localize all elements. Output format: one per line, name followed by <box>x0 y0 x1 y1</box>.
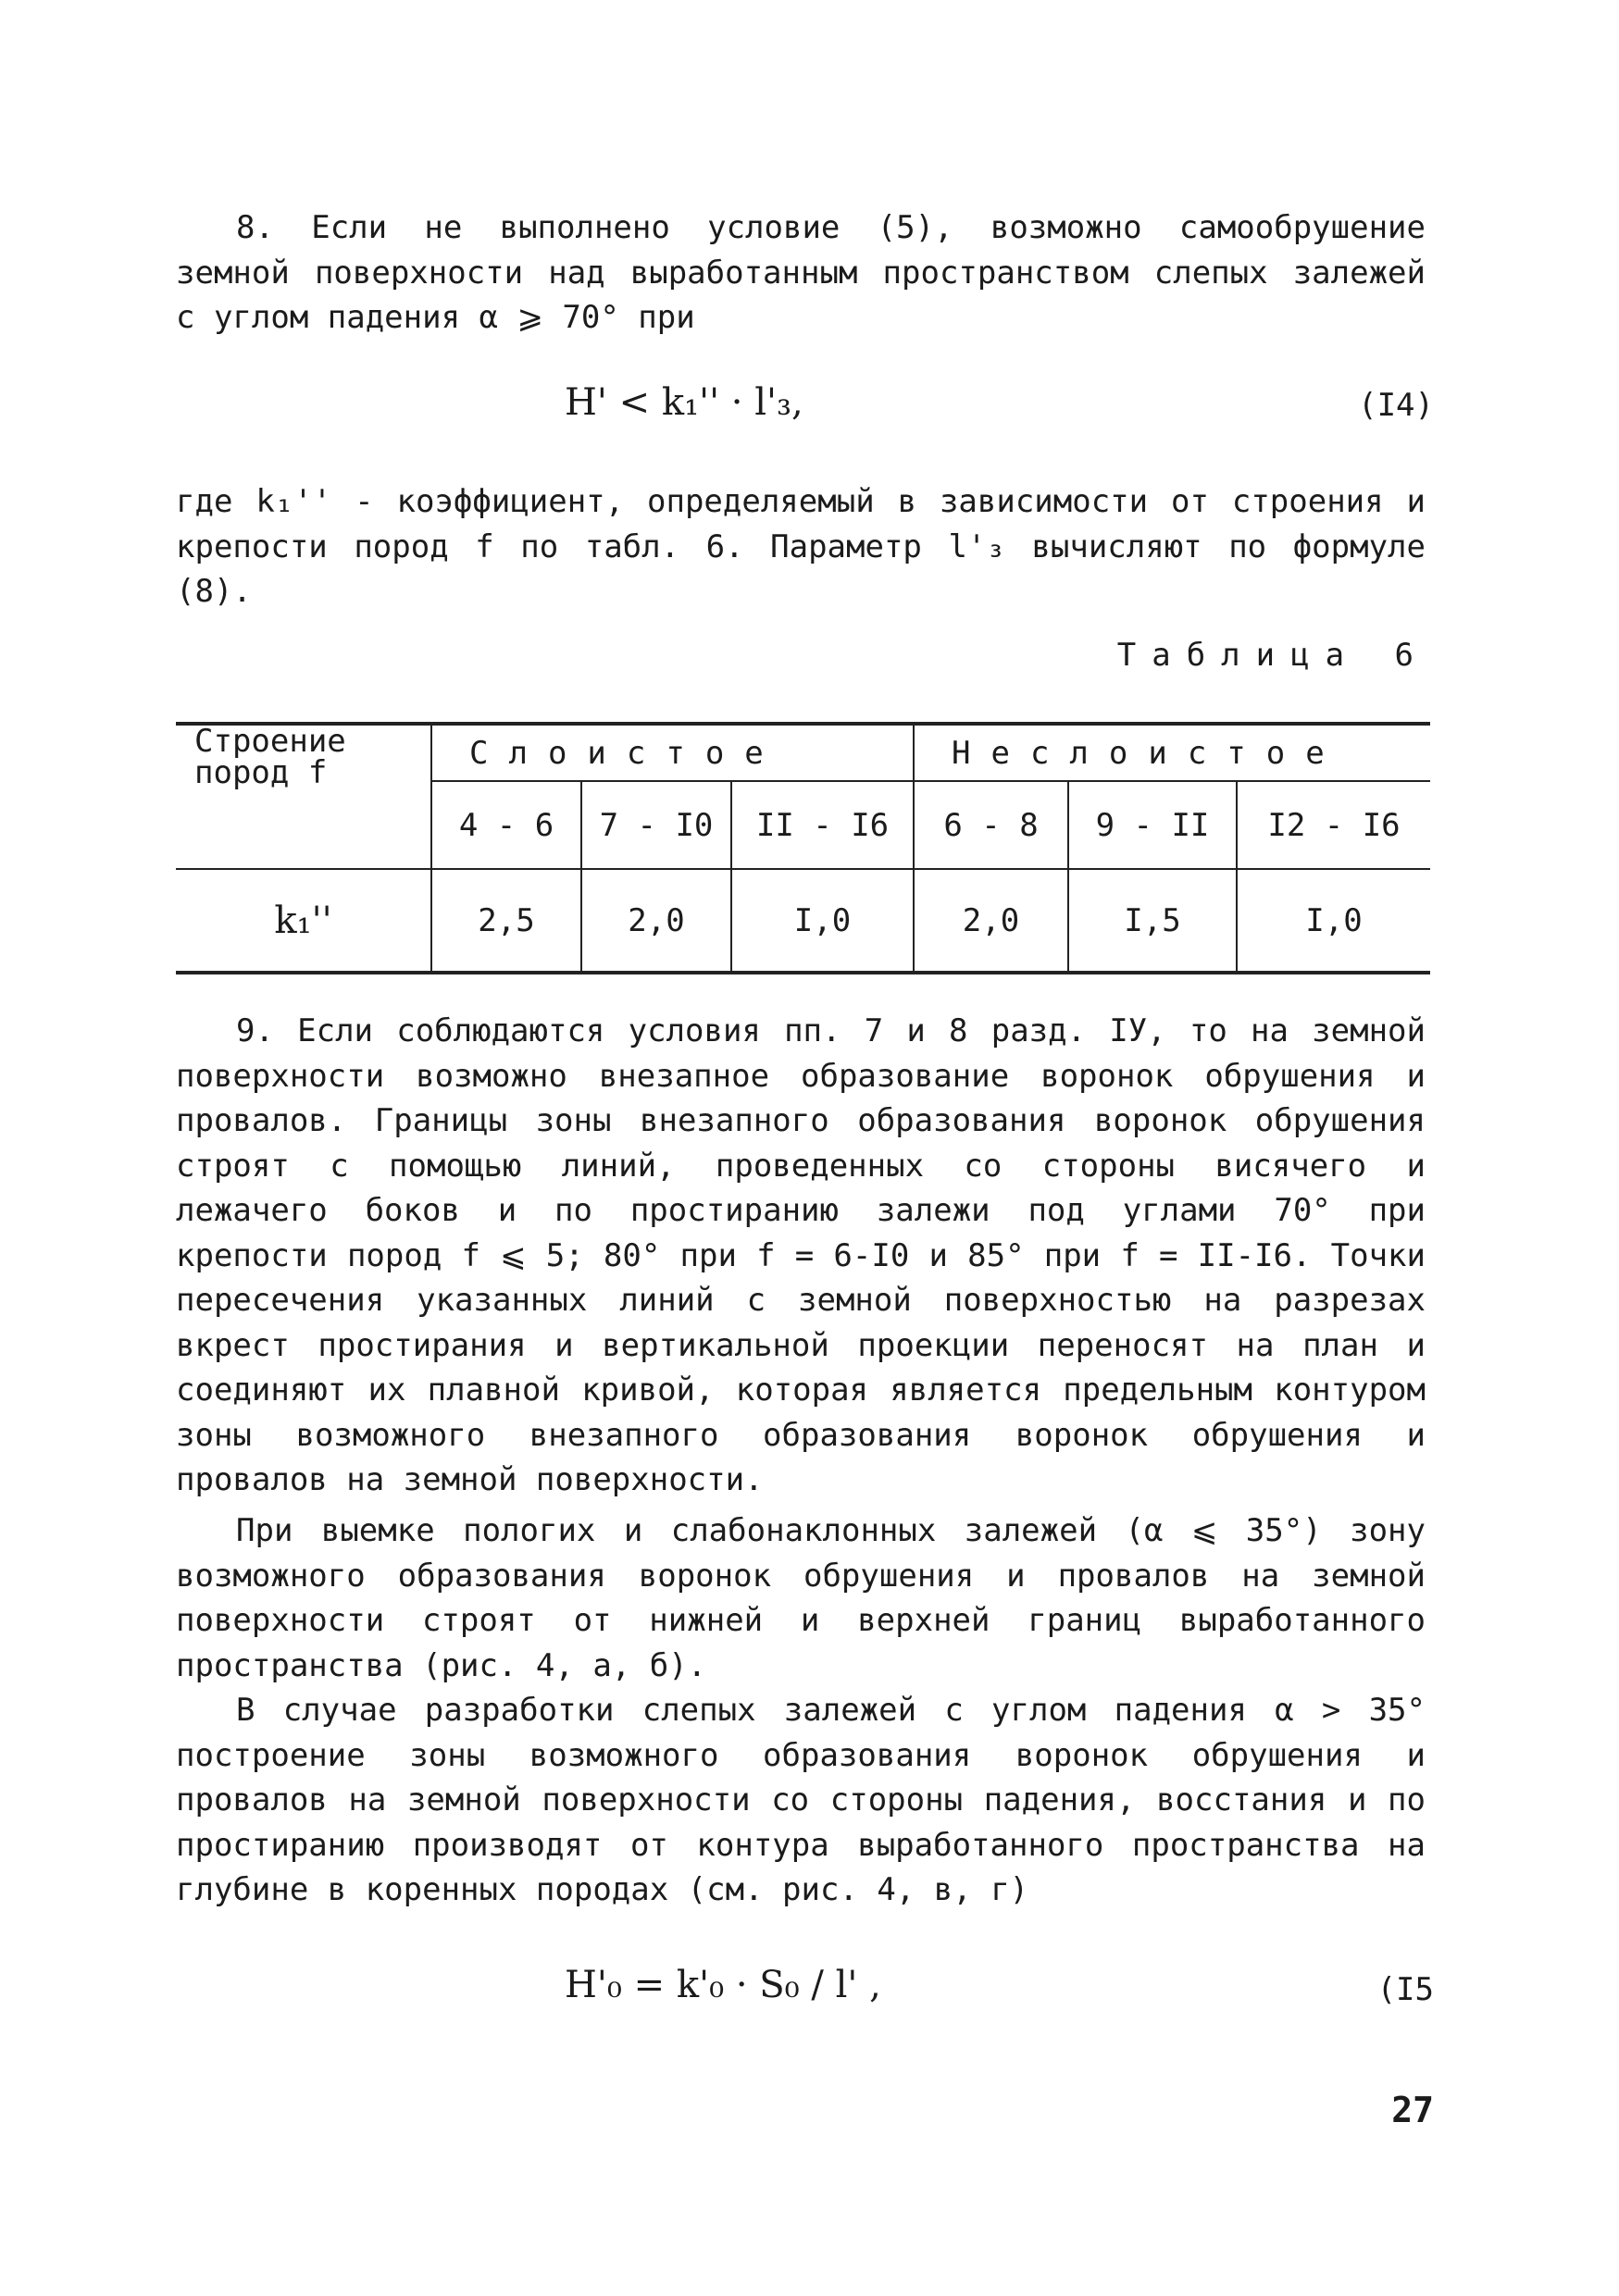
value-cell: I,5 <box>1068 869 1237 973</box>
table-header-label: Строение пород f <box>176 724 431 869</box>
paragraph-8: 8. Если не выполнено условие (5), возможно самообрушение земной поверхности над выработанным пространством слепых залежей с углом падения α ⩾ 70° при <box>176 209 1426 336</box>
value-cell: I,0 <box>1237 869 1430 973</box>
paragraph-9: 9. Если соблюдаются условия пп. 7 и 8 разд. IУ, то на земной поверхности возможно внезапное образование воронок обрушения и провалов. Границы зоны внезапного образования воронок обрушения строят с помощью линий, проведенных со стороны висячего и лежачего боков и по простиранию залежи под углами 70° при крепости пород f ⩽ 5; 80° при f = 6-I0 и 85° при f = II-I6. Точки пересечения указанных линий с земной поверхностью на разрезах вкрест простирания и вертикальной проекции переносят на план и соединяют их плавной кривой, которая является предельным контуром зоны возможного внезапного образования воронок обрушения и провалов на земной поверхности. <box>176 1012 1426 1498</box>
range-cell: II - I6 <box>731 781 914 869</box>
group-layered: Слоистое <box>431 724 914 781</box>
range-cell: 9 - II <box>1068 781 1237 869</box>
formula-15-number: (I5 <box>1376 1971 1434 2008</box>
paragraph-11: В случае разработки слепых залежей с углом падения α > 35° построение зоны возможного образования воронок обрушения и провалов на земной поверхности со стороны падения, восстания и по простиранию производят от контура выработанного пространства на глубине в коренных породах (см. рис. 4, в, г) <box>176 1692 1426 1908</box>
value-cell: I,0 <box>731 869 914 973</box>
formula-15: H'₀ = k'₀ · S₀ / l' , <box>565 1964 881 2006</box>
range-cell: 7 - I0 <box>581 781 731 869</box>
formula-14: H' < k₁'' · l'₃, <box>565 381 803 424</box>
row-label-k1: k₁'' <box>176 869 431 973</box>
group-nonlayered: Неслоистое <box>914 724 1430 781</box>
table-6-caption: Таблица 6 <box>1116 637 1429 674</box>
range-cell: I2 - I6 <box>1237 781 1430 869</box>
value-cell: 2,0 <box>914 869 1068 973</box>
value-cell: 2,5 <box>431 869 581 973</box>
value-cell: 2,0 <box>581 869 731 973</box>
formula-14-number: (I4) <box>1358 387 1434 424</box>
table-6 <box>176 722 1430 974</box>
page-number: 27 <box>1391 2090 1434 2130</box>
range-cell: 6 - 8 <box>914 781 1068 869</box>
paragraph-10: При выемке пологих и слабонаклонных залежей (α ⩽ 35°) зону возможного образования воронок обрушения и провалов на земной поверхности строят от нижней и верхней границ выработанного пространства (рис. 4, а, б). <box>176 1512 1426 1684</box>
paragraph-8-where: где k₁'' - коэффициент, определяемый в зависимости от строения и крепости пород f по табл. 6. Параметр l'₃ вычисляют по формуле (8). <box>176 483 1426 610</box>
range-cell: 4 - 6 <box>431 781 581 869</box>
